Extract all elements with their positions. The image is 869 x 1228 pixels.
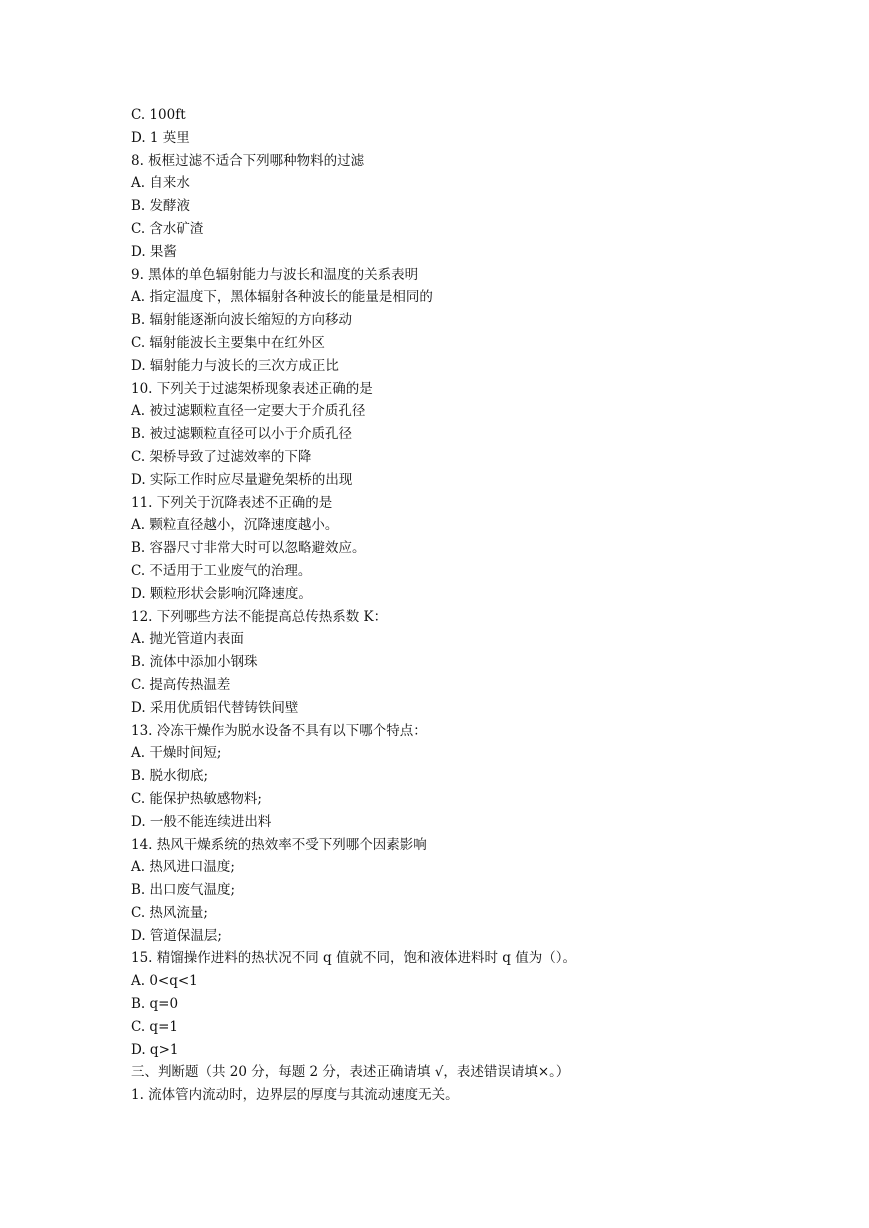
option-line: A. 自来水 <box>131 175 190 192</box>
option-line: C. 辐射能波长主要集中在红外区 <box>131 334 325 351</box>
option-line: B. 发酵液 <box>131 198 191 215</box>
option-line: A. 0<q<1 <box>131 973 198 990</box>
option-line: B. 流体中添加小钢珠 <box>131 654 258 671</box>
question-line: 11. 下列关于沉降表述不正确的是 <box>131 494 333 511</box>
option-line: A. 被过滤颗粒直径一定要大于介质孔径 <box>131 403 366 420</box>
question-line: 8. 板框过滤不适合下列哪种物料的过滤 <box>131 152 365 169</box>
question-line: 9. 黑体的单色辐射能力与波长和温度的关系表明 <box>131 266 419 283</box>
option-line: D. 管道保温层; <box>131 927 222 944</box>
option-line: A. 指定温度下，黑体辐射各种波长的能量是相同的 <box>131 289 433 306</box>
question-line: 10. 下列关于过滤架桥现象表述正确的是 <box>131 380 373 397</box>
option-line: B. q=0 <box>131 996 179 1013</box>
option-line: C. 100ft <box>131 107 186 123</box>
option-line: D. 采用优质铝代替铸铁间壁 <box>131 699 299 716</box>
section-heading: 三、判断题（共 20 分，每题 2 分，表述正确请填 √，表述错误请填×。） <box>131 1064 570 1081</box>
option-line: B. 出口废气温度; <box>131 882 236 899</box>
option-line: A. 热风进口温度; <box>131 859 235 876</box>
option-line: A. 抛光管道内表面 <box>131 631 244 648</box>
question-line: 12. 下列哪些方法不能提高总传热系数 K： <box>131 608 388 625</box>
option-line: B. 辐射能逐渐向波长缩短的方向移动 <box>131 312 353 329</box>
option-line: C. 提高传热温差 <box>131 676 231 693</box>
option-line: D. 果酱 <box>131 243 177 260</box>
option-line: C. 不适用于工业废气的治理。 <box>131 562 312 579</box>
option-line: A. 干燥时间短; <box>131 745 222 762</box>
question-line: 13. 冷冻干燥作为脱水设备不具有以下哪个特点： <box>131 722 427 739</box>
option-line: A. 颗粒直径越小，沉降速度越小。 <box>131 517 339 534</box>
option-line: C. 含水矿渣 <box>131 220 204 237</box>
option-line: D. 1 英里 <box>131 129 190 146</box>
option-line: B. 容器尺寸非常大时可以忽略避效应。 <box>131 540 366 557</box>
option-line: D. 颗粒形状会影响沉降速度。 <box>131 585 312 602</box>
option-line: C. 能保护热敏感物料; <box>131 790 262 807</box>
option-line: D. 一般不能连续进出料 <box>131 813 272 830</box>
option-line: B. 被过滤颗粒直径可以小于介质孔径 <box>131 426 353 443</box>
option-line: D. 辐射能力与波长的三次方成正比 <box>131 357 339 374</box>
document-page <box>131 104 831 1107</box>
question-line: 14. 热风干燥系统的热效率不受下列哪个因素影响 <box>131 836 427 853</box>
option-line: C. 热风流量; <box>131 904 208 921</box>
option-line: C. 架桥导致了过滤效率的下降 <box>131 448 312 465</box>
option-line: B. 脱水彻底; <box>131 768 209 785</box>
option-line: D. q>1 <box>131 1041 179 1058</box>
question-line: 15. 精馏操作进料的热状况不同 q 值就不同，饱和液体进料时 q 值为（）。 <box>131 950 576 967</box>
option-line: C. q=1 <box>131 1018 178 1035</box>
question-line: 1. 流体管内流动时，边界层的厚度与其流动速度无关。 <box>131 1087 459 1104</box>
option-line: D. 实际工作时应尽量避免架桥的出现 <box>131 471 353 488</box>
